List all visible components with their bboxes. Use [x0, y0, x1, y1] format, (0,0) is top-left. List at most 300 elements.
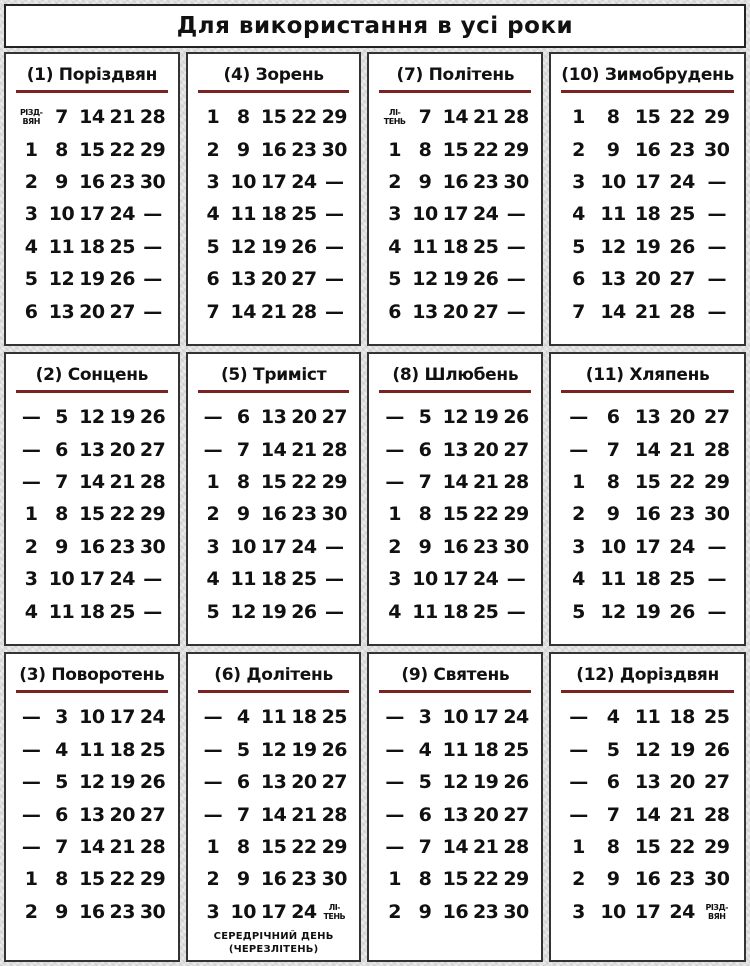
empty-day: — — [707, 235, 726, 258]
day-cell: 11 — [600, 203, 626, 226]
day-cell: 17 — [472, 706, 499, 729]
month-card — [4, 52, 180, 346]
day-cell: 13 — [442, 438, 469, 461]
empty-day: — — [325, 203, 344, 226]
day-cell: 7 — [55, 106, 68, 129]
day-cell: 29 — [321, 471, 348, 494]
day-cell: 27 — [321, 406, 348, 429]
day-cell: 4 — [572, 203, 585, 226]
month-card — [367, 52, 543, 346]
day-cell: 18 — [260, 568, 287, 591]
day-cell: 10 — [600, 170, 626, 193]
empty-day: — — [506, 568, 526, 591]
day-cell: 23 — [109, 170, 135, 193]
day-cell: 29 — [321, 836, 348, 859]
empty-day: — — [143, 300, 162, 323]
day-cell: 13 — [634, 406, 661, 429]
day-cell: 2 — [206, 868, 220, 891]
day-cell: 24 — [669, 900, 695, 923]
day-cell: 5 — [572, 600, 585, 623]
day-cell: 21 — [109, 106, 135, 129]
day-cell: 22 — [291, 836, 317, 859]
day-cell: 26 — [669, 235, 695, 258]
week-row — [198, 531, 350, 563]
day-cell: 19 — [634, 235, 661, 258]
week-row — [561, 701, 734, 733]
day-cell: 6 — [24, 300, 38, 323]
empty-day: — — [385, 738, 404, 761]
day-cell: 20 — [291, 771, 317, 794]
day-cell: 24 — [291, 535, 317, 558]
day-cell: 15 — [634, 471, 661, 494]
day-cell: 15 — [79, 868, 105, 891]
week-row — [198, 401, 350, 433]
day-cell: 29 — [703, 471, 730, 494]
day-cell: 27 — [321, 771, 348, 794]
day-cell: 16 — [260, 503, 287, 526]
day-cell: 10 — [48, 568, 75, 591]
day-cell: 7 — [55, 471, 68, 494]
empty-day: — — [707, 170, 726, 193]
day-cell: 18 — [79, 600, 105, 623]
day-cell: 4 — [418, 738, 432, 761]
day-cell: 29 — [503, 503, 529, 526]
month-title: (6) Долітень — [214, 665, 333, 686]
day-cell: 3 — [206, 170, 220, 193]
day-cell: 2 — [388, 170, 402, 193]
day-cell: 29 — [139, 868, 166, 891]
day-cell: 11 — [412, 600, 438, 623]
week-row — [198, 101, 350, 133]
day-cell: 10 — [412, 568, 438, 591]
day-cell: 5 — [24, 268, 38, 291]
week-row — [16, 531, 168, 563]
week-row — [379, 863, 531, 895]
day-cell: 1 — [572, 106, 585, 129]
day-cell: 5 — [606, 738, 620, 761]
empty-day: — — [385, 836, 404, 859]
day-cell: 23 — [472, 900, 499, 923]
day-cell: 25 — [291, 203, 317, 226]
day-cell: 1 — [388, 138, 402, 161]
empty-day: — — [707, 203, 726, 226]
day-cell: 19 — [79, 268, 105, 291]
day-cell: 25 — [139, 738, 166, 761]
day-cell: 22 — [669, 836, 695, 859]
day-cell: 10 — [48, 203, 75, 226]
month-divider — [561, 90, 734, 93]
empty-day: — — [569, 738, 588, 761]
month-card — [549, 652, 746, 962]
day-cell: 15 — [260, 836, 287, 859]
day-cell: 15 — [260, 106, 287, 129]
day-cell: 7 — [418, 836, 432, 859]
day-cell: 3 — [572, 170, 585, 193]
page-title: Для використання в усі роки — [176, 13, 574, 39]
week-row — [561, 863, 734, 895]
day-cell: 9 — [55, 900, 68, 923]
week-row — [16, 563, 168, 595]
day-cell: 29 — [503, 138, 529, 161]
day-cell: 9 — [418, 535, 432, 558]
week-row — [16, 133, 168, 165]
day-cell: 6 — [206, 268, 220, 291]
day-cell: 12 — [600, 235, 626, 258]
day-cell: 24 — [472, 568, 499, 591]
week-row — [198, 166, 350, 198]
day-cell: 19 — [634, 600, 661, 623]
day-cell: 10 — [412, 203, 438, 226]
day-cell: 29 — [139, 503, 166, 526]
days-table — [379, 401, 531, 628]
week-row — [198, 563, 350, 595]
day-cell: 12 — [230, 600, 256, 623]
day-cell: 4 — [388, 600, 402, 623]
day-cell: 28 — [321, 803, 348, 826]
empty-day: — — [569, 706, 588, 729]
empty-day: — — [569, 803, 588, 826]
day-cell: 4 — [206, 203, 220, 226]
day-cell: 15 — [79, 138, 105, 161]
day-cell: 22 — [109, 503, 135, 526]
day-cell: 13 — [412, 300, 438, 323]
month-divider — [198, 390, 350, 393]
week-row — [198, 198, 350, 230]
week-row — [379, 401, 531, 433]
day-cell: 6 — [236, 406, 250, 429]
day-cell: 16 — [260, 138, 287, 161]
day-cell: 26 — [472, 268, 499, 291]
week-row — [379, 734, 531, 766]
empty-day: — — [203, 706, 223, 729]
day-cell: 28 — [321, 438, 348, 461]
day-cell: 23 — [472, 170, 499, 193]
day-cell: 4 — [24, 600, 38, 623]
month-card — [4, 352, 180, 646]
day-cell: 7 — [236, 438, 250, 461]
empty-day: — — [325, 535, 344, 558]
day-cell: 30 — [321, 503, 348, 526]
day-cell: 9 — [606, 503, 620, 526]
day-cell: 23 — [291, 868, 317, 891]
day-cell: 23 — [669, 503, 695, 526]
empty-day: — — [506, 235, 526, 258]
day-cell: 12 — [634, 738, 661, 761]
day-cell: 19 — [260, 235, 287, 258]
empty-day: — — [21, 406, 41, 429]
day-cell: 19 — [472, 406, 499, 429]
empty-day: — — [325, 268, 344, 291]
day-cell: 30 — [703, 868, 730, 891]
empty-day: — — [569, 438, 588, 461]
day-cell: 14 — [79, 106, 105, 129]
day-cell: 24 — [291, 900, 317, 923]
empty-day: — — [707, 568, 726, 591]
week-row — [16, 831, 168, 863]
day-cell: 1 — [24, 503, 38, 526]
day-cell: 8 — [236, 106, 250, 129]
day-cell: 24 — [291, 170, 317, 193]
days-table — [16, 401, 168, 628]
week-row — [379, 563, 531, 595]
day-cell: 26 — [291, 235, 317, 258]
day-cell: 30 — [703, 138, 730, 161]
day-cell: 22 — [291, 471, 317, 494]
day-cell: 16 — [79, 170, 105, 193]
day-cell: 18 — [260, 203, 287, 226]
day-cell: 4 — [572, 568, 585, 591]
week-row — [16, 701, 168, 733]
week-row — [198, 133, 350, 165]
week-row — [198, 498, 350, 530]
week-row — [561, 198, 734, 230]
day-cell: 10 — [600, 900, 626, 923]
day-cell: 6 — [236, 771, 250, 794]
day-cell: 8 — [606, 106, 620, 129]
day-cell: 30 — [503, 900, 529, 923]
day-cell: 1 — [206, 471, 220, 494]
day-cell: 4 — [24, 235, 38, 258]
day-cell: 28 — [139, 836, 166, 859]
day-cell: 20 — [442, 300, 469, 323]
day-cell: 17 — [109, 706, 135, 729]
special-day-label: РІЗД- ВЯН — [705, 902, 728, 921]
month-title: (1) Поріздвян — [26, 65, 158, 85]
title-banner — [4, 4, 746, 48]
day-cell: 3 — [24, 203, 38, 226]
day-cell: 25 — [109, 600, 135, 623]
day-cell: 16 — [79, 900, 105, 923]
day-cell: 2 — [388, 900, 402, 923]
day-cell: 28 — [503, 471, 529, 494]
day-cell: 12 — [230, 235, 256, 258]
day-cell: 12 — [442, 771, 469, 794]
day-cell: 18 — [669, 706, 695, 729]
empty-day: — — [569, 771, 588, 794]
day-cell: 13 — [600, 268, 626, 291]
week-row — [561, 434, 734, 466]
month-title: (9) Святень — [401, 665, 510, 686]
day-cell: 14 — [230, 300, 256, 323]
day-cell: 17 — [442, 568, 469, 591]
day-cell: 4 — [55, 738, 68, 761]
day-cell: 9 — [236, 868, 250, 891]
day-cell: 30 — [139, 900, 166, 923]
day-cell: 5 — [55, 406, 68, 429]
week-row — [561, 831, 734, 863]
empty-day: — — [203, 803, 223, 826]
day-cell: 13 — [442, 803, 469, 826]
day-cell: 3 — [572, 900, 585, 923]
day-cell: 6 — [572, 268, 585, 291]
day-cell: 11 — [48, 235, 75, 258]
day-cell: 18 — [634, 203, 661, 226]
week-row — [198, 295, 350, 327]
day-cell: 9 — [418, 900, 432, 923]
day-cell: 9 — [55, 535, 68, 558]
day-cell: 30 — [321, 138, 348, 161]
week-row — [379, 198, 531, 230]
day-cell: 28 — [139, 471, 166, 494]
day-cell: 7 — [55, 836, 68, 859]
day-cell: 11 — [600, 568, 626, 591]
day-cell: 26 — [109, 268, 135, 291]
month-divider — [16, 390, 168, 393]
day-cell: 4 — [388, 235, 402, 258]
day-cell: 26 — [503, 771, 529, 794]
day-cell: 12 — [442, 406, 469, 429]
empty-day: — — [325, 600, 344, 623]
days-table — [561, 701, 734, 928]
day-cell: 6 — [55, 438, 68, 461]
day-cell: 15 — [442, 868, 469, 891]
day-cell: 14 — [260, 803, 287, 826]
day-cell: 6 — [388, 300, 402, 323]
week-row — [198, 231, 350, 263]
day-cell: 20 — [472, 803, 499, 826]
day-cell: 9 — [606, 138, 620, 161]
day-cell: 23 — [669, 868, 695, 891]
day-cell: 24 — [109, 568, 135, 591]
day-cell: 27 — [139, 803, 166, 826]
month-title: (7) Політень — [396, 65, 515, 85]
day-cell: 2 — [572, 503, 585, 526]
day-cell: 22 — [669, 471, 695, 494]
week-row — [561, 595, 734, 627]
day-cell: 19 — [109, 406, 135, 429]
week-row — [561, 263, 734, 295]
day-cell: 17 — [79, 568, 105, 591]
empty-day: — — [325, 170, 344, 193]
month-card — [549, 352, 746, 646]
empty-day: — — [143, 568, 162, 591]
day-cell: 8 — [418, 868, 432, 891]
day-cell: 21 — [472, 836, 499, 859]
day-cell: 14 — [79, 471, 105, 494]
empty-day: — — [203, 771, 223, 794]
day-cell: 8 — [55, 503, 68, 526]
day-cell: 11 — [260, 706, 287, 729]
empty-day: — — [506, 300, 526, 323]
day-cell: 18 — [442, 600, 469, 623]
day-cell: 17 — [634, 535, 661, 558]
day-cell: 24 — [503, 706, 529, 729]
month-card — [186, 52, 362, 346]
empty-day: — — [385, 438, 404, 461]
week-row — [198, 896, 350, 928]
week-row — [561, 133, 734, 165]
week-row — [16, 766, 168, 798]
day-cell: 14 — [600, 300, 626, 323]
empty-day: — — [21, 771, 41, 794]
day-cell: 2 — [388, 535, 402, 558]
day-cell: 2 — [24, 535, 38, 558]
month-card — [549, 52, 746, 346]
week-row — [561, 734, 734, 766]
day-cell: 21 — [109, 471, 135, 494]
day-cell: 28 — [503, 836, 529, 859]
day-cell: 9 — [236, 138, 250, 161]
day-cell: 6 — [606, 406, 620, 429]
day-cell: 5 — [206, 600, 220, 623]
day-cell: 17 — [634, 170, 661, 193]
day-cell: 28 — [503, 106, 529, 129]
day-cell: 29 — [321, 106, 348, 129]
day-cell: 14 — [634, 438, 661, 461]
week-row — [198, 466, 350, 498]
empty-day: — — [325, 300, 344, 323]
day-cell: 27 — [503, 803, 529, 826]
day-cell: 13 — [48, 300, 75, 323]
day-cell: 11 — [230, 568, 256, 591]
empty-day: — — [203, 738, 223, 761]
day-cell: 14 — [634, 803, 661, 826]
week-row — [198, 863, 350, 895]
month-divider — [561, 690, 734, 693]
day-cell: 1 — [388, 868, 402, 891]
day-cell: 17 — [260, 170, 287, 193]
day-cell: 6 — [55, 803, 68, 826]
day-cell: 6 — [418, 803, 432, 826]
week-row — [561, 101, 734, 133]
day-cell: 1 — [206, 106, 220, 129]
empty-day: — — [506, 268, 526, 291]
day-cell: 16 — [634, 503, 661, 526]
day-cell: 2 — [206, 138, 220, 161]
empty-day: — — [707, 268, 726, 291]
month-title: (11) Хляпень — [585, 365, 710, 386]
empty-day: — — [385, 771, 404, 794]
day-cell: 7 — [572, 300, 585, 323]
day-cell: 15 — [79, 503, 105, 526]
week-row — [379, 231, 531, 263]
day-cell: 21 — [472, 106, 499, 129]
day-cell: 13 — [230, 268, 256, 291]
week-row — [16, 466, 168, 498]
empty-day: — — [707, 535, 726, 558]
day-cell: 21 — [634, 300, 661, 323]
day-cell: 8 — [55, 138, 68, 161]
day-cell: 3 — [572, 535, 585, 558]
day-cell: 25 — [669, 203, 695, 226]
day-cell: 28 — [669, 300, 695, 323]
week-row — [16, 798, 168, 830]
day-cell: 26 — [503, 406, 529, 429]
months-grid — [4, 52, 746, 962]
day-cell: 30 — [703, 503, 730, 526]
day-cell: 3 — [55, 706, 68, 729]
days-table — [198, 401, 350, 628]
day-cell: 4 — [606, 706, 620, 729]
day-cell: 23 — [291, 138, 317, 161]
day-cell: 22 — [472, 868, 499, 891]
week-row — [16, 896, 168, 928]
day-cell: 14 — [260, 438, 287, 461]
day-cell: 19 — [260, 600, 287, 623]
week-row — [561, 466, 734, 498]
week-row — [379, 798, 531, 830]
week-row — [16, 166, 168, 198]
day-cell: 24 — [669, 170, 695, 193]
day-cell: 27 — [669, 268, 695, 291]
day-cell: 5 — [418, 771, 432, 794]
day-cell: 10 — [442, 706, 469, 729]
days-table — [561, 101, 734, 328]
week-row — [379, 434, 531, 466]
day-cell: 8 — [236, 471, 250, 494]
month-card — [186, 352, 362, 646]
day-cell: 13 — [79, 438, 105, 461]
